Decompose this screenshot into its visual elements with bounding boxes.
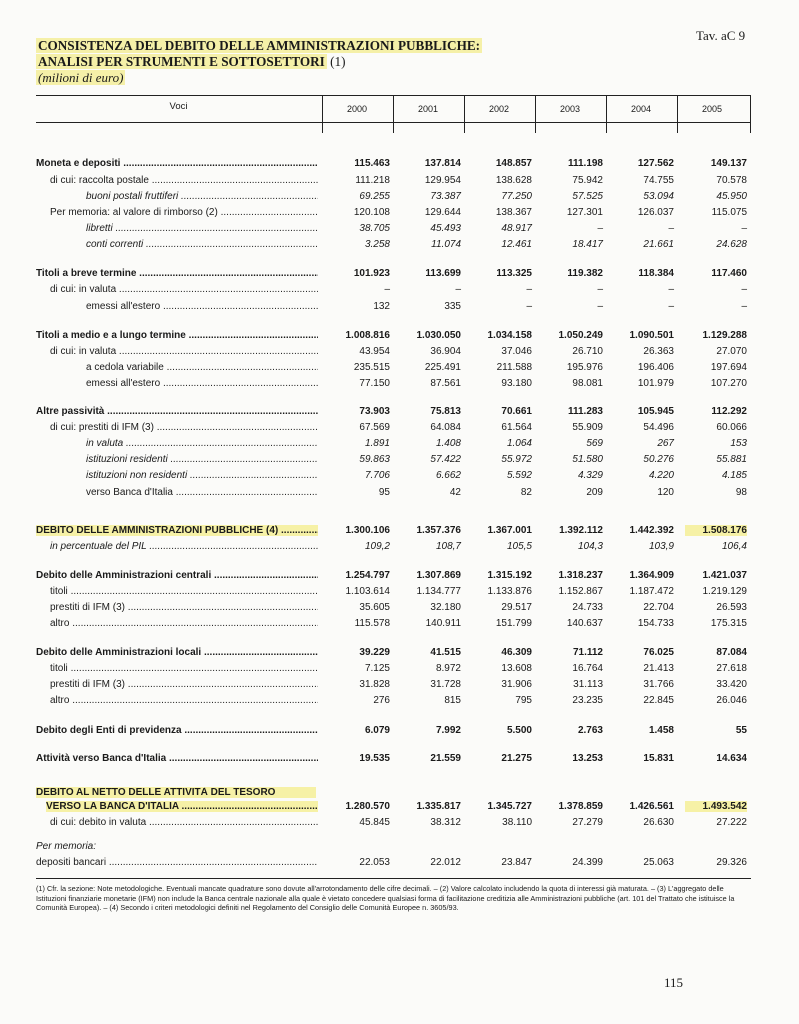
cell-2003: 1.378.859	[558, 801, 603, 812]
cell-2001: 1.408	[435, 438, 461, 449]
cell-2003: 55.909	[572, 422, 603, 433]
footnotes: (1) Cfr. la sezione: Note metodologiche. Eventuali mancate quadrature sono dovute all'arrotondamento delle cifre decimali. – (2) Valore calcolato includendo la quota di interessi già maturata. – (3) L'aggregato delle Istituzioni finanziarie monetarie (IFM) non include la Banca centrale nazionale alla quale è vietato concedere qualsiasi forma di facilitazione creditizia alle Amministrazioni pubbliche (art. 101 del Trattato che istituisce la Comunità Europea). – (4) Secondo i criteri metodologici definiti nel Regolamento del Consiglio delle Comunità Europee n. 3605/93.	[36, 884, 735, 913]
cell-2005: 149.137	[710, 158, 747, 169]
header-year-2004: 2004	[630, 104, 652, 114]
cell-2002: 138.628	[495, 175, 532, 186]
cell-2000: 111.218	[355, 175, 390, 186]
cell-2001: 36.904	[430, 346, 461, 357]
cell-2002: 61.564	[501, 422, 532, 433]
cell-2004: 1.442.392	[629, 525, 674, 536]
cell-2001: 815	[444, 695, 461, 706]
cell-2002: 1.315.192	[487, 570, 532, 581]
cell-2000: 59.863	[359, 454, 390, 465]
header-year-2003: 2003	[559, 104, 581, 114]
header-year-2005: 2005	[701, 104, 723, 114]
row-label: VERSO LA BANCA D'ITALIA .....	[46, 801, 318, 812]
cell-2001: 335	[444, 301, 461, 312]
table-title	[36, 38, 482, 86]
cell-2000: 77.150	[359, 378, 390, 389]
row-label: istituzioni non residenti .....	[86, 470, 318, 481]
cell-2002: 38.110	[502, 817, 532, 828]
table-row	[36, 679, 751, 695]
row-label: conti correnti .....	[86, 239, 318, 250]
cell-2000: 7.125	[364, 663, 390, 674]
page-number: 115	[664, 975, 684, 990]
cell-2003: 31.113	[573, 679, 603, 690]
row-label: depositi bancari .....	[36, 857, 318, 868]
cell-2000: 45.845	[359, 817, 390, 828]
cell-2002: 23.847	[501, 857, 532, 868]
table-row	[36, 602, 751, 618]
row-label: verso Banca d'Italia .....	[86, 487, 318, 498]
table-row	[36, 191, 751, 207]
cell-2003: 1.318.237	[558, 570, 603, 581]
cell-2005: 27.222	[716, 817, 747, 828]
cell-2004: –	[668, 301, 674, 312]
table-row	[36, 647, 751, 663]
cell-2005: 112.292	[711, 406, 747, 417]
cell-2003: –	[597, 223, 603, 234]
header-voci: Voci	[169, 101, 188, 112]
table-row	[36, 346, 751, 362]
cell-2005: 29.326	[716, 857, 747, 868]
cell-2004: –	[668, 284, 674, 295]
cell-2004: 76.025	[643, 647, 674, 658]
row-label: titoli .....	[50, 663, 318, 674]
cell-2002: 5.500	[506, 725, 532, 736]
cell-2000: 3.258	[364, 239, 390, 250]
cell-2001: 129.954	[424, 175, 461, 186]
row-label: a cedola variabile .....	[86, 362, 318, 373]
cell-2005: 1.219.129	[702, 586, 747, 597]
row-label: di cui: prestiti di IFM (3) .....	[50, 422, 318, 433]
cell-2002: 1.064	[506, 438, 532, 449]
cell-2004: 21.661	[643, 239, 674, 250]
cell-2000: 1.008.816	[345, 330, 390, 341]
cell-2004: 1.458	[648, 725, 674, 736]
cell-2005: 4.185	[721, 470, 747, 481]
cell-2005: 1.493.542	[685, 801, 747, 812]
row-label: di cui: in valuta .....	[50, 346, 318, 357]
cell-2003: 195.976	[566, 362, 603, 373]
cell-2004: 26.630	[643, 817, 674, 828]
row-label: di cui: debito in valuta .....	[50, 817, 318, 828]
cell-2004: 1.364.909	[629, 570, 674, 581]
row-label: prestiti di IFM (3) .....	[50, 679, 318, 690]
cell-2002: 113.325	[496, 268, 532, 279]
row-label: istituzioni residenti .....	[86, 454, 318, 465]
cell-2001: 6.662	[435, 470, 461, 481]
cell-2001: 31.728	[430, 679, 461, 690]
cell-2004: 26.363	[643, 346, 674, 357]
row-label: Altre passività .....	[36, 406, 318, 417]
cell-2002: 93.180	[501, 378, 532, 389]
cell-2003: 1.152.867	[558, 586, 603, 597]
row-label: DEBITO DELLE AMMINISTRAZIONI PUBBLICHE (4) .....	[36, 525, 318, 536]
cell-2000: 1.103.614	[345, 586, 390, 597]
table-row	[36, 158, 751, 174]
cell-2004: 101.979	[637, 378, 674, 389]
cell-2000: –	[384, 284, 390, 295]
cell-2001: 45.493	[430, 223, 461, 234]
cell-2000: 6.079	[364, 725, 390, 736]
cell-2002: –	[526, 301, 532, 312]
cell-2001: 225.491	[424, 362, 461, 373]
row-label: Debito delle Amministrazioni locali .....	[36, 647, 318, 658]
cell-2005: 55.881	[716, 454, 747, 465]
table-subtitle: (milioni di euro)	[38, 70, 124, 85]
table-row	[36, 725, 751, 741]
cell-2001: 41.515	[430, 647, 461, 658]
cell-2005: 98	[735, 487, 747, 498]
cell-2002: 151.799	[495, 618, 532, 629]
cell-2002: 148.857	[495, 158, 532, 169]
row-label: DEBITO AL NETTO DELLE ATTIVITÀ DEL TESORO	[36, 787, 316, 798]
cell-2003: 111.283	[567, 406, 603, 417]
title-line-1: CONSISTENZA DEL DEBITO DELLE AMMINISTRAZIONI PUBBLICHE:	[38, 38, 481, 53]
cell-2002: 1.034.158	[487, 330, 532, 341]
cell-2001: –	[455, 284, 461, 295]
table-row	[36, 541, 751, 557]
table-row	[36, 438, 751, 454]
cell-2002: 12.461	[501, 239, 532, 250]
cell-2000: 43.954	[359, 346, 390, 357]
cell-2000: 235.515	[353, 362, 390, 373]
cell-2001: 73.387	[430, 191, 461, 202]
cell-2002: 795	[515, 695, 532, 706]
cell-2002: 70.661	[501, 406, 532, 417]
cell-2003: 104,3	[577, 541, 603, 552]
cell-2005: 1.421.037	[702, 570, 747, 581]
cell-2004: –	[668, 223, 674, 234]
table-row	[36, 223, 751, 239]
cell-2004: 1.187.472	[629, 586, 674, 597]
row-label: libretti .....	[86, 223, 318, 234]
cell-2001: 1.307.869	[416, 570, 461, 581]
table-row	[36, 454, 751, 470]
cell-2004: 50.276	[643, 454, 674, 465]
cell-2000: 69.255	[359, 191, 390, 202]
column-divider	[464, 95, 465, 133]
table-row	[36, 470, 751, 486]
cell-2001: 113.699	[425, 268, 461, 279]
cell-2002: 211.588	[496, 362, 532, 373]
cell-2001: 140.911	[425, 618, 461, 629]
table-row	[36, 570, 751, 586]
cell-2001: 1.030.050	[416, 330, 461, 341]
cell-2000: 1.280.570	[345, 801, 390, 812]
cell-2001: 1.134.777	[416, 586, 461, 597]
cell-2003: 16.764	[572, 663, 603, 674]
column-divider	[606, 95, 607, 133]
table-row	[36, 175, 751, 191]
cell-2002: 48.917	[501, 223, 532, 234]
cell-2004: 31.766	[643, 679, 674, 690]
row-label: Debito delle Amministrazioni centrali .....	[36, 570, 318, 581]
cell-2005: 175.315	[710, 618, 747, 629]
cell-2003: 140.637	[566, 618, 603, 629]
column-divider	[535, 95, 536, 133]
cell-2002: 105,5	[506, 541, 532, 552]
cell-2005: 1.129.288	[702, 330, 747, 341]
cell-2003: 209	[586, 487, 603, 498]
row-label: buoni postali fruttiferi .....	[86, 191, 318, 202]
cell-2000: 95	[378, 487, 390, 498]
cell-2001: 32.180	[430, 602, 461, 613]
cell-2003: 569	[586, 438, 603, 449]
cell-2000: 109,2	[364, 541, 390, 552]
row-label: Per memoria:	[36, 841, 97, 852]
cell-2000: 19.535	[359, 753, 390, 764]
table-row	[36, 857, 751, 873]
table-row	[36, 330, 751, 346]
table-row	[36, 362, 751, 378]
cell-2002: 55.972	[501, 454, 532, 465]
cell-2004: 54.496	[643, 422, 674, 433]
cell-2005: 14.634	[716, 753, 747, 764]
cell-2003: 111.198	[567, 158, 603, 169]
cell-2000: 132	[373, 301, 390, 312]
cell-2004: 1.426.561	[629, 801, 674, 812]
table-row	[36, 753, 751, 769]
cell-2004: 74.755	[643, 175, 674, 186]
row-label: di cui: raccolta postale .....	[50, 175, 318, 186]
cell-2001: 57.422	[430, 454, 461, 465]
cell-2004: 154.733	[637, 618, 674, 629]
cell-2005: 106,4	[721, 541, 747, 552]
cell-2004: 118.384	[638, 268, 674, 279]
row-label: in percentuale del PIL .....	[50, 541, 318, 552]
cell-2005: –	[741, 284, 747, 295]
table-row	[36, 406, 751, 422]
cell-2001: 8.972	[435, 663, 461, 674]
column-divider	[393, 95, 394, 133]
cell-2002: 77.250	[501, 191, 532, 202]
cell-2005: 27.070	[716, 346, 747, 357]
title-note-ref: (1)	[330, 54, 346, 69]
row-label: Titoli a breve termine .....	[36, 268, 318, 279]
cell-2005: 153	[730, 438, 747, 449]
cell-2004: 4.220	[648, 470, 674, 481]
cell-2000: 276	[373, 695, 390, 706]
table-row	[36, 487, 751, 503]
cell-2001: 11.074	[431, 239, 461, 250]
row-label: altro .....	[50, 618, 318, 629]
header-year-2001: 2001	[417, 104, 439, 114]
cell-2003: 26.710	[572, 346, 603, 357]
cell-2005: 115.075	[711, 207, 747, 218]
cell-2005: 60.066	[716, 422, 747, 433]
table-row	[36, 841, 751, 857]
cell-2003: 24.399	[572, 857, 603, 868]
row-label: Titoli a medio e a lungo termine .....	[36, 330, 318, 341]
cell-2000: 73.903	[359, 406, 390, 417]
table-id: Tav. aC 9	[696, 28, 746, 43]
cell-2005: –	[741, 301, 747, 312]
cell-2000: 39.229	[359, 647, 390, 658]
cell-2003: –	[597, 301, 603, 312]
cell-2003: 18.417	[572, 239, 603, 250]
cell-2003: 4.329	[577, 470, 603, 481]
row-label: Moneta e depositi .....	[36, 158, 318, 169]
cell-2003: 127.301	[566, 207, 603, 218]
row-label: in valuta .....	[86, 438, 318, 449]
cell-2004: 53.094	[643, 191, 674, 202]
cell-2005: 70.578	[716, 175, 747, 186]
cell-2003: 98.081	[572, 378, 603, 389]
cell-2003: 13.253	[572, 753, 603, 764]
cell-2004: 127.562	[637, 158, 674, 169]
cell-2005: 117.460	[711, 268, 747, 279]
cell-2000: 120.108	[353, 207, 390, 218]
table-row	[36, 618, 751, 634]
column-divider	[677, 95, 678, 133]
table-row	[36, 378, 751, 394]
cell-2003: 24.733	[572, 602, 603, 613]
cell-2002: 31.906	[501, 679, 532, 690]
cell-2005: 27.618	[716, 663, 747, 674]
cell-2003: 1.392.112	[559, 525, 603, 536]
cell-2000: 22.053	[359, 857, 390, 868]
cell-2002: 21.275	[501, 753, 532, 764]
row-label: di cui: in valuta .....	[50, 284, 318, 295]
cell-2002: –	[526, 284, 532, 295]
cell-2001: 7.992	[435, 725, 461, 736]
cell-2004: 21.413	[643, 663, 674, 674]
cell-2001: 137.814	[424, 158, 461, 169]
table-row	[36, 268, 751, 284]
cell-2004: 126.037	[637, 207, 674, 218]
cell-2001: 22.012	[430, 857, 461, 868]
table-bottom-rule	[36, 878, 751, 879]
cell-2003: 23.235	[572, 695, 603, 706]
cell-2004: 25.063	[643, 857, 674, 868]
cell-2003: 75.942	[572, 175, 603, 186]
cell-2005: 45.950	[716, 191, 747, 202]
cell-2004: 1.090.501	[629, 330, 674, 341]
cell-2001: 129.644	[424, 207, 461, 218]
cell-2003: 119.382	[567, 268, 603, 279]
cell-2003: 1.050.249	[558, 330, 603, 341]
cell-2004: 22.845	[643, 695, 674, 706]
cell-2004: 15.831	[643, 753, 674, 764]
row-label: emessi all'estero .....	[86, 378, 318, 389]
cell-2000: 38.705	[359, 223, 390, 234]
cell-2002: 1.345.727	[487, 801, 532, 812]
cell-2003: 2.763	[577, 725, 603, 736]
cell-2001: 64.084	[430, 422, 461, 433]
cell-2002: 138.367	[495, 207, 532, 218]
cell-2002: 29.517	[501, 602, 532, 613]
table-row	[36, 284, 751, 300]
cell-2003: 57.525	[572, 191, 603, 202]
cell-2005: 197.694	[710, 362, 747, 373]
cell-2005: 87.084	[716, 647, 747, 658]
cell-2003: 71.112	[572, 647, 603, 658]
cell-2004: 103,9	[648, 541, 674, 552]
cell-2001: 108,7	[435, 541, 461, 552]
row-label: Per memoria: al valore di rimborso (2) .....	[50, 207, 318, 218]
table-row	[36, 239, 751, 255]
cell-2004: 120	[657, 487, 674, 498]
cell-2005: 55	[735, 725, 747, 736]
table-row	[36, 817, 751, 833]
table-row	[36, 586, 751, 602]
cell-2000: 67.569	[359, 422, 390, 433]
table-row	[36, 663, 751, 679]
cell-2005: 107.270	[710, 378, 747, 389]
cell-2004: 267	[657, 438, 674, 449]
cell-2000: 115.463	[354, 158, 390, 169]
cell-2001: 21.559	[430, 753, 461, 764]
cell-2005: 1.508.176	[685, 525, 747, 536]
cell-2002: 13.608	[501, 663, 532, 674]
cell-2005: 33.420	[716, 679, 747, 690]
cell-2000: 1.254.797	[345, 570, 390, 581]
table-row	[36, 695, 751, 711]
table-row	[36, 422, 751, 438]
cell-2005: 26.046	[716, 695, 747, 706]
table-row	[36, 525, 751, 541]
cell-2000: 1.891	[364, 438, 390, 449]
cell-2001: 1.357.376	[416, 525, 461, 536]
cell-2002: 82	[520, 487, 532, 498]
cell-2001: 1.335.817	[416, 801, 461, 812]
cell-2005: 24.628	[716, 239, 747, 250]
row-label: emessi all'estero .....	[86, 301, 318, 312]
header-year-2000: 2000	[346, 104, 368, 114]
row-label: prestiti di IFM (3) .....	[50, 602, 318, 613]
cell-2002: 46.309	[501, 647, 532, 658]
cell-2005: 26.593	[716, 602, 747, 613]
cell-2001: 75.813	[430, 406, 461, 417]
cell-2005: –	[741, 223, 747, 234]
cell-2000: 7.706	[364, 470, 390, 481]
table-row	[36, 301, 751, 317]
cell-2001: 87.561	[430, 378, 461, 389]
cell-2002: 37.046	[501, 346, 532, 357]
row-label: Debito degli Enti di previdenza .....	[36, 725, 318, 736]
cell-2002: 1.367.001	[487, 525, 532, 536]
row-label: Attività verso Banca d'Italia .....	[36, 753, 318, 764]
row-label: titoli .....	[50, 586, 318, 597]
cell-2000: 35.605	[359, 602, 390, 613]
header-year-2002: 2002	[488, 104, 510, 114]
cell-2003: –	[597, 284, 603, 295]
table-row	[36, 801, 751, 817]
table-row	[36, 207, 751, 223]
cell-2000: 115.578	[354, 618, 390, 629]
cell-2004: 196.406	[637, 362, 674, 373]
column-divider	[750, 95, 751, 133]
column-divider	[322, 95, 323, 133]
cell-2001: 38.312	[430, 817, 461, 828]
row-label: altro .....	[50, 695, 318, 706]
cell-2000: 101.923	[353, 268, 390, 279]
cell-2000: 31.828	[359, 679, 390, 690]
cell-2002: 1.133.876	[487, 586, 532, 597]
title-line-2: ANALISI PER STRUMENTI E SOTTOSETTORI	[38, 54, 325, 69]
cell-2000: 1.300.106	[345, 525, 390, 536]
cell-2002: 5.592	[506, 470, 532, 481]
cell-2001: 42	[449, 487, 461, 498]
cell-2004: 105.945	[637, 406, 674, 417]
cell-2004: 22.704	[643, 602, 674, 613]
cell-2003: 27.279	[572, 817, 603, 828]
cell-2003: 51.580	[572, 454, 603, 465]
